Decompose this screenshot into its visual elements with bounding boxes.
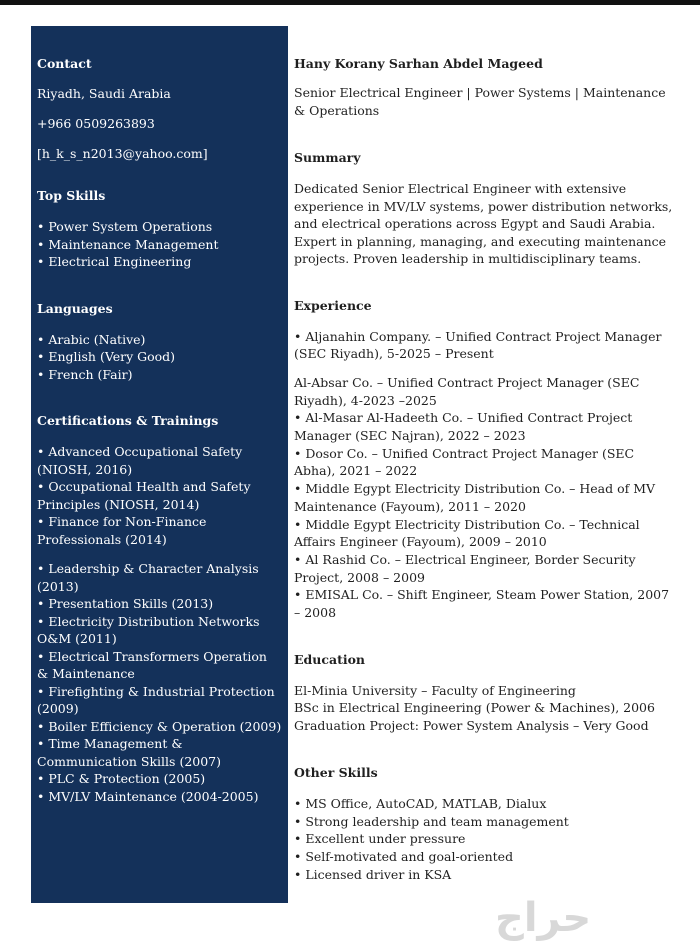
contact-heading: Contact bbox=[37, 56, 92, 71]
list-item: • French (Fair) bbox=[37, 366, 133, 382]
list-item: • Aljanahin Company. – Unified Contract Project Manager (SEC Riyadh), 5-2025 – Present bbox=[294, 328, 662, 362]
list-item: • English (Very Good) bbox=[37, 349, 176, 364]
list-item: • Dosor Co. – Unified Contract Project Manager (SEC Abha), 2021 – 2022 bbox=[294, 445, 635, 479]
education-list bbox=[294, 682, 674, 735]
list-item: • Finance for Non-Finance Professionals (2014) bbox=[37, 514, 207, 547]
list-item: • Boiler Efficiency & Operation (2009) bbox=[37, 718, 282, 734]
other-skills-list bbox=[294, 795, 674, 884]
languages-list bbox=[37, 331, 282, 384]
summary-text: Dedicated Senior Electrical Engineer with extensive experience in MV/LV systems, power distribution networks, and electrical operations across Egypt and Saudi Arabia. Expert in planning, managing, and executing maintenance projects. Proven leadership in multidisciplinary teams. bbox=[294, 181, 673, 266]
sidebar bbox=[31, 26, 288, 903]
experience-heading: Experience bbox=[294, 297, 372, 313]
list-item: Graduation Project: Power System Analysis – Very Good bbox=[294, 718, 649, 734]
certifications-list-2 bbox=[37, 560, 282, 805]
list-item: • MS Office, AutoCAD, MATLAB, Dialux bbox=[294, 795, 547, 811]
list-item: • Arabic (Native) bbox=[37, 331, 146, 347]
list-item: • Leadership & Character Analysis (2013) bbox=[37, 561, 259, 594]
top-skills-list bbox=[37, 218, 282, 271]
list-item: • Electrical Transformers Operation & Maintenance bbox=[37, 648, 267, 681]
certifications-list-1 bbox=[37, 443, 282, 548]
list-item: El-Minia University – Faculty of Engineering bbox=[294, 682, 576, 698]
summary-heading: Summary bbox=[294, 150, 361, 165]
contact-email: [h_k_s_n2013@yahoo.com] bbox=[37, 146, 208, 161]
list-item: • Strong leadership and team management bbox=[294, 813, 569, 829]
watermark-logo: حراج bbox=[495, 895, 592, 941]
experience-list bbox=[294, 374, 674, 622]
top-border bbox=[0, 0, 700, 5]
candidate-tagline: Senior Electrical Engineer | Power Systems | Maintenance & Operations bbox=[294, 85, 666, 118]
contact-phone: +966 0509263893 bbox=[37, 116, 155, 131]
list-item: • Al-Masar Al-Hadeeth Co. – Unified Contract Project Manager (SEC Najran), 2022 – 2023 bbox=[294, 410, 633, 444]
experience-first bbox=[294, 328, 674, 363]
list-item: • Advanced Occupational Safety (NIOSH, 2016) bbox=[37, 444, 243, 477]
list-item: • Maintenance Management bbox=[37, 236, 219, 252]
list-item: • Electrical Engineering bbox=[37, 254, 192, 269]
list-item: • EMISAL Co. – Shift Engineer, Steam Power Station, 2007 – 2008 bbox=[294, 587, 670, 621]
list-item: • Power System Operations bbox=[37, 219, 213, 234]
list-item: • Time Management & Communication Skills (2007) bbox=[37, 736, 222, 769]
list-item: • Al Rashid Co. – Electrical Engineer, Border Security Project, 2008 – 2009 bbox=[294, 551, 636, 585]
list-item: • Presentation Skills (2013) bbox=[37, 596, 214, 611]
list-item: Al-Absar Co. – Unified Contract Project Manager (SEC Riyadh), 4-2023 –2025 bbox=[294, 374, 640, 408]
list-item: BSc in Electrical Engineering (Power & Machines), 2006 bbox=[294, 700, 655, 716]
other-skills-heading: Other Skills bbox=[294, 764, 378, 780]
list-item: • Self-motivated and goal-oriented bbox=[294, 848, 514, 864]
list-item: • Electricity Distribution Networks O&M (2011) bbox=[37, 613, 260, 646]
list-item: • Excellent under pressure bbox=[294, 831, 466, 847]
list-item: • Licensed driver in KSA bbox=[294, 866, 452, 882]
list-item: • Middle Egypt Electricity Distribution Co. – Technical Affairs Engineer (Fayoum), 2009 – 2010 bbox=[294, 516, 640, 550]
list-item: • Occupational Health and Safety Principles (NIOSH, 2014) bbox=[37, 479, 251, 512]
certifications-heading: Certifications & Trainings bbox=[37, 413, 219, 428]
list-item: • Middle Egypt Electricity Distribution Co. – Head of MV Maintenance (Fayoum), 2011 – 2020 bbox=[294, 481, 656, 514]
list-item: • MV/LV Maintenance (2004-2005) bbox=[37, 788, 259, 804]
main-content bbox=[294, 56, 674, 883]
top-skills-heading: Top Skills bbox=[37, 188, 106, 203]
contact-location: Riyadh, Saudi Arabia bbox=[37, 86, 171, 101]
education-heading: Education bbox=[294, 651, 366, 667]
languages-heading: Languages bbox=[37, 300, 113, 316]
list-item: • PLC & Protection (2005) bbox=[37, 771, 206, 786]
candidate-name: Hany Korany Sarhan Abdel Mageed bbox=[294, 56, 543, 71]
list-item: • Firefighting & Industrial Protection (2009) bbox=[37, 683, 275, 716]
